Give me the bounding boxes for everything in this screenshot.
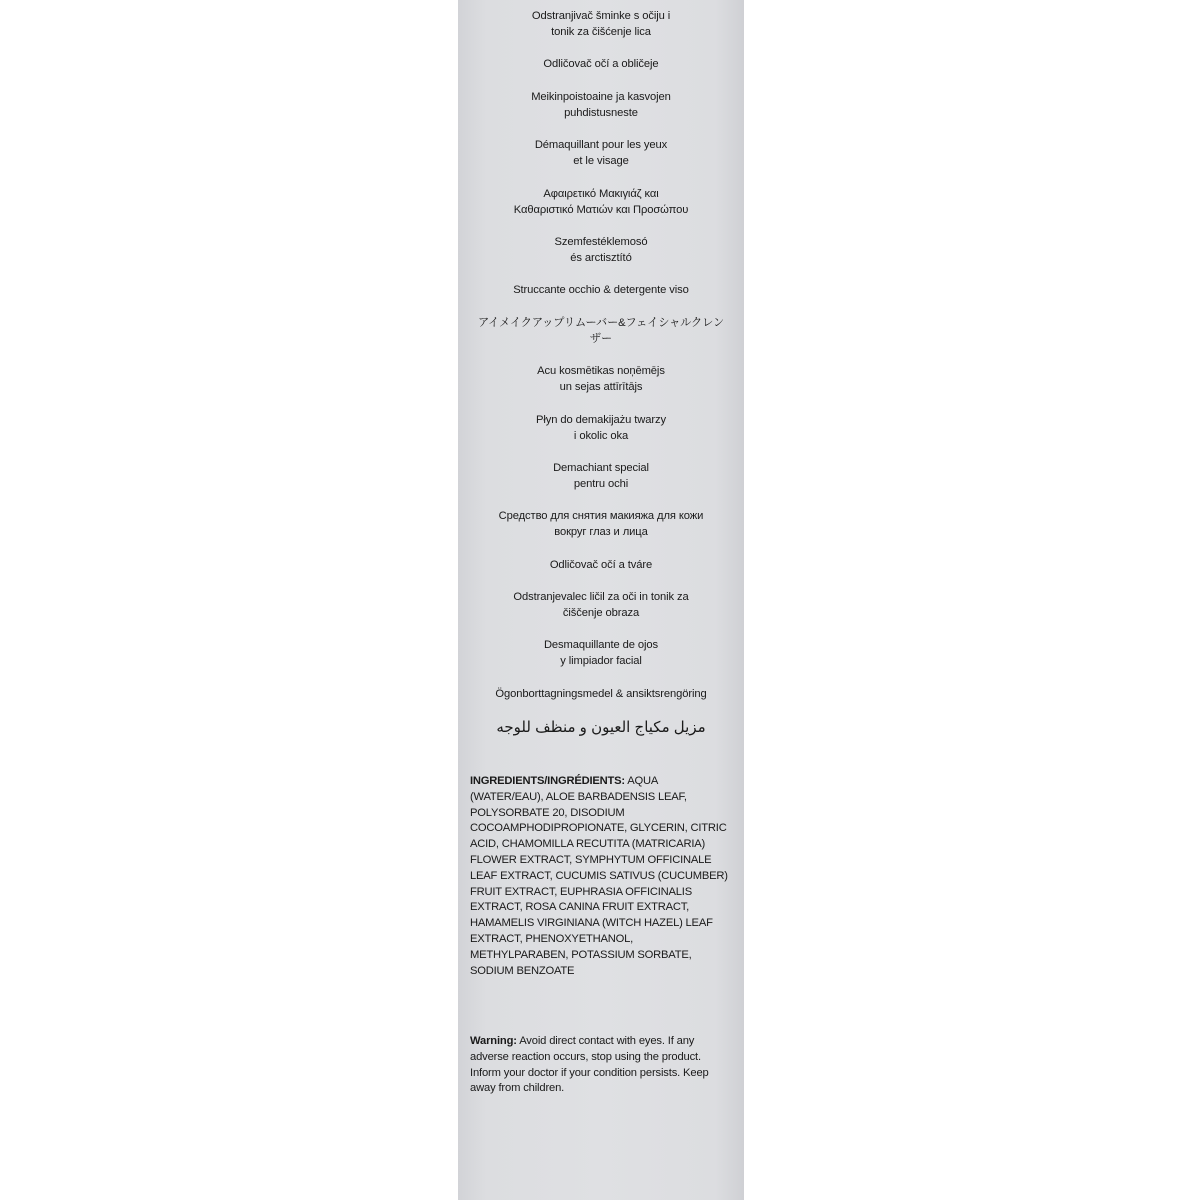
warning-block: [470, 1034, 732, 1097]
product-name-finnish: Meikinpoistoaine ja kasvojen puhdistusneste: [531, 90, 671, 119]
product-name-slovak: Odličovač očí a tváre: [549, 558, 653, 571]
warning-text: Avoid direct contact with eyes. If any adverse reaction occurs, stop using the product. Inform your doctor if your condition persists. Keep away from children.: [470, 1035, 709, 1095]
ingredients-block: [470, 774, 732, 979]
product-name-polish: Płyn do demakijażu twarzy i okolic oka: [536, 413, 666, 442]
product-name-french: Démaquillant pour les yeux et le visage: [534, 139, 668, 168]
product-name-japanese: アイメイクアップリムーバー&フェイシャルクレン ザー: [477, 316, 725, 345]
product-name-hungarian: Szemfestéklemosó és arctisztító: [554, 235, 648, 264]
product-name-czech: Odličovač očí a obličeje: [543, 58, 659, 71]
product-name-latvian: Acu kosmētikas noņēmējs un sejas attīrītājs: [537, 365, 665, 394]
product-name-spanish: Desmaquillante de ojos y limpiador facial: [543, 639, 659, 668]
product-name-russian: Средство для снятия макияжа для кожи вокруг глаз и лица: [498, 510, 704, 539]
product-name-croatian: Odstranjivač šminke s očiju i tonik za čišćenje lica: [531, 10, 671, 38]
warning-label: Warning:: [470, 1035, 517, 1047]
ingredients-label: INGREDIENTS/INGRÉDIENTS:: [470, 775, 625, 787]
product-name-arabic: مزيل مكياج العيون و منظف للوجه: [496, 719, 706, 737]
product-name-romanian: Demachiant special pentru ochi: [553, 461, 649, 490]
product-name-slovenian: Odstranjevalec ličil za oči in tonik za čiščenje obraza: [513, 591, 689, 620]
product-label-panel: [458, 0, 744, 1200]
product-name-translations: [458, 8, 744, 755]
product-name-greek: Αφαιρετικό Μακιγιάζ και Καθαριστικό Ματιών και Προσώπου: [513, 187, 689, 216]
product-name-italian: Struccante occhio & detergente viso: [513, 284, 689, 297]
ingredients-text: AQUA (WATER/EAU), ALOE BARBADENSIS LEAF, POLYSORBATE 20, DISODIUM COCOAMPHODIPROPIONATE, GLYCERIN, CITRIC ACID, CHAMOMILLA RECUTITA (MATRICARIA) FLOWER EXTRACT, SYMPHYTUM OFFICINALE LEAF EXTRACT, CUCUMIS SATIVUS (CUCUMBER) FRUIT EXTRACT, EUPHRASIA OFFICINALIS EXTRACT, ROSA CANINA FRUIT EXTRACT, HAMAMELIS VIRGINIANA (WITCH HAZEL) LEAF EXTRACT, PHENOXYETHANOL, METHYLPARABEN, POTASSIUM SORBATE, SODIUM BENZOATE: [470, 775, 728, 977]
product-name-swedish: Ögonborttagningsmedel & ansiktsrengöring: [495, 687, 707, 700]
